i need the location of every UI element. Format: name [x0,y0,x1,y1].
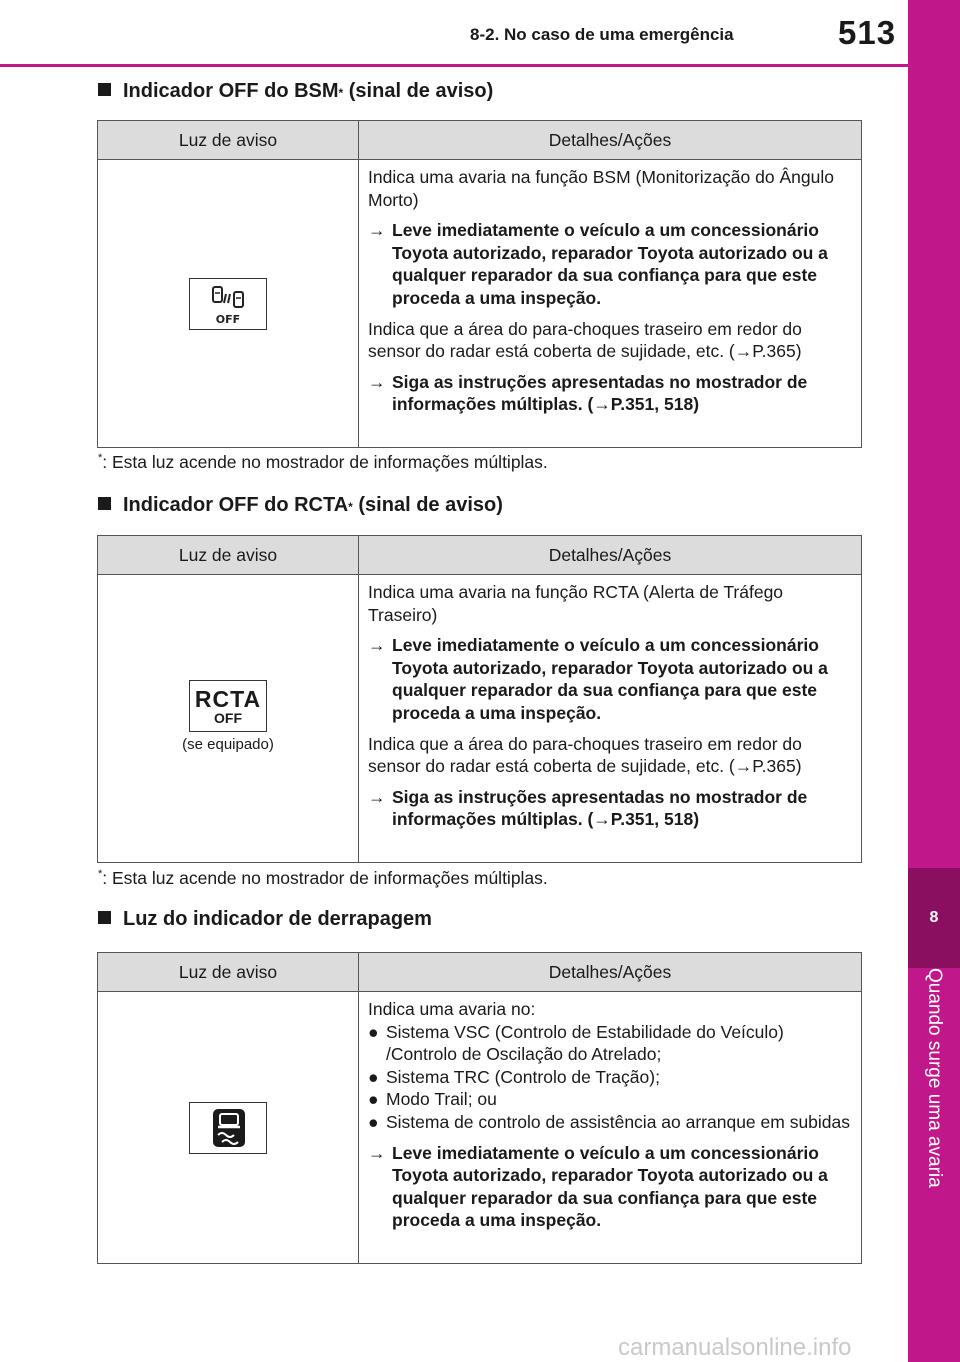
slip-table [97,952,862,1264]
square-bullet-icon [98,83,111,96]
bsm-heading-mark: * [338,86,344,100]
bsm-heading-text: Indicador OFF do BSM [123,80,339,102]
bsm-footnote-text: : Esta luz acende no mostrador de informações múltiplas. [102,452,548,472]
bullet-icon: ● [368,1089,379,1110]
rcta-off-icon [189,680,267,732]
rcta-icon-label: RCTA [194,685,262,712]
table-header-warning-light: Luz de aviso [98,121,359,160]
rcta-action-2-text: Siga as instruções apresentadas no mostrador de informações múltiplas. (→P.351, 518) [392,786,808,830]
table-header-warning-light: Luz de aviso [98,953,359,992]
section-title: 8-2. No caso de uma emergência [470,25,734,44]
list-item [368,1021,855,1066]
rcta-heading [98,494,503,517]
square-bullet-icon [98,497,111,510]
slip-heading [98,908,432,931]
rcta-icon-caption: (se equipado) [182,736,274,754]
rcta-heading-mark: * [348,500,353,514]
table-header-warning-light: Luz de aviso [98,536,359,575]
table-header-details: Detalhes/Ações [359,536,862,575]
list-item [368,1066,855,1089]
square-bullet-icon [98,911,111,924]
rcta-icon-off-label: OFF [214,709,242,726]
table-header-details: Detalhes/Ações [359,121,862,160]
bsm-icon-label: OFF [215,312,241,326]
bsm-heading-suffix: (sinal de aviso) [343,80,494,102]
rcta-footnote [98,868,548,889]
slip-action [368,1142,855,1232]
slip-intro: Indica uma avaria no: [368,999,536,1019]
slip-bullet-4: Sistema de controlo de assistência ao arranque em subidas [386,1111,851,1132]
chapter-title: Quando surge uma avaria [924,968,945,1188]
slip-bullet-3: Modo Trail; ou [386,1089,497,1110]
bsm-footnote [98,452,548,473]
arrow-icon: → [368,635,386,656]
arrow-icon: → [368,220,386,241]
bsm-heading [98,80,493,103]
bullet-icon: ● [368,1111,379,1132]
bsm-table [97,120,862,448]
bsm-detail-1: Indica uma avaria na função BSM (Monitorização do Ângulo Morto) [368,167,834,210]
slip-indicator-icon [189,1102,267,1154]
rcta-action-2 [368,786,855,831]
chapter-number: 8 [908,868,960,968]
slip-action-text: Leve imediatamente o veículo a um concessionário Toyota autorizado, reparador Toyota autorizado ou a qualquer reparador da sua confiança para que este proceda a uma inspeção. [392,1142,828,1231]
rcta-heading-suffix: (sinal de aviso) [352,494,503,516]
rcta-detail-2: Indica que a área do para-choques traseiro em redor do sensor do radar está coberta de sujidade, etc. (→P.365) [368,733,802,777]
slip-bullet-1: Sistema VSC (Controlo de Estabilidade do Veículo) /Controlo de Oscilação do Atrelado; [386,1021,784,1065]
list-item [368,1088,855,1111]
list-item [368,1111,855,1134]
page-number: 513 [838,14,897,51]
slip-bullet-2: Sistema TRC (Controlo de Tração); [386,1066,660,1087]
bullet-icon: ● [368,1021,379,1042]
slip-heading-text: Luz do indicador de derrapagem [123,908,432,930]
bsm-action-2 [368,371,855,416]
bsm-detail-2: Indica que a área do para-choques traseiro em redor do sensor do radar está coberta de sujidade, etc. (→P.365) [368,318,802,362]
bullet-icon: ● [368,1066,379,1087]
rcta-action-1-text: Leve imediatamente o veículo a um concessionário Toyota autorizado, reparador Toyota autorizado ou a qualquer reparador da sua confiança para que este proceda a uma inspeção. [392,635,828,723]
rcta-footnote-text: : Esta luz acende no mostrador de informações múltiplas. [102,868,548,888]
watermark: carmanualsonline.info [618,1334,852,1361]
bsm-action-1-text: Leve imediatamente o veículo a um concessionário Toyota autorizado, reparador Toyota autorizado ou a qualquer reparador da sua confiança para que este proceda a uma inspeção. [392,220,828,308]
table-header-details: Detalhes/Ações [359,953,862,992]
header-divider [0,64,908,67]
rcta-table [97,535,862,863]
bsm-action-2-text: Siga as instruções apresentadas no mostrador de informações múltiplas. (→P.351, 518) [392,371,808,415]
rcta-action-1 [368,634,855,724]
rcta-heading-text: Indicador OFF do RCTA [123,494,349,516]
bsm-footnote-mark: * [98,452,103,465]
bsm-action-1 [368,219,855,309]
rcta-detail-1: Indica uma avaria na função RCTA (Alerta de Tráfego Traseiro) [368,582,784,625]
rcta-footnote-mark: * [98,868,103,881]
arrow-icon: → [368,786,386,807]
arrow-icon: → [368,1142,386,1163]
arrow-icon: → [368,371,386,392]
bsm-off-icon [189,278,267,330]
